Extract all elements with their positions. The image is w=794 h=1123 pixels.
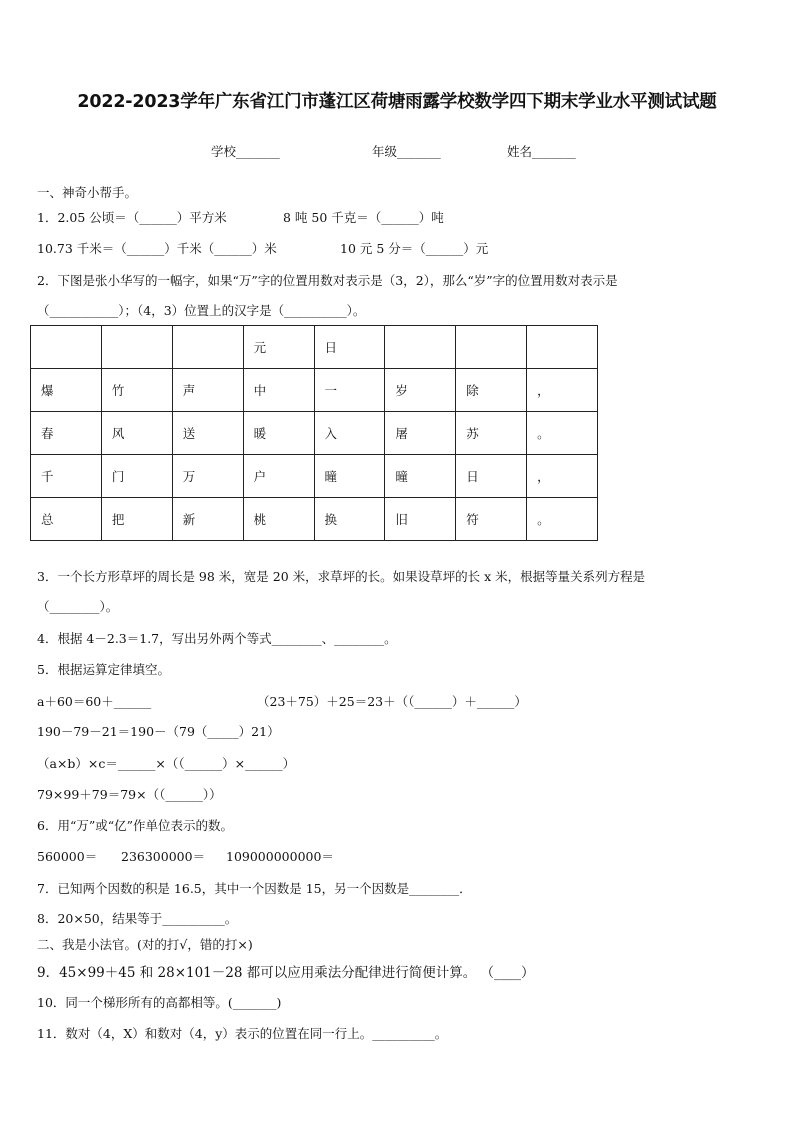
grid-row xyxy=(31,412,598,455)
q5-part-c: 190－79－21＝190－（79（_____）21） xyxy=(37,724,280,739)
grid-row xyxy=(31,498,598,541)
school-field: 学校_______ xyxy=(211,144,280,159)
q8-text: 8．20×50，结果等于__________。 xyxy=(37,911,238,926)
grade-field: 年级_______ xyxy=(372,144,441,159)
grid-cell: 除 xyxy=(456,369,527,412)
grid-cell xyxy=(101,326,172,369)
q10-text: 10．同一个梯形所有的高都相等。(_______) xyxy=(37,995,282,1010)
grid-cell: 户 xyxy=(243,455,314,498)
grid-cell: 元 xyxy=(243,326,314,369)
q5-part-b: （23＋75）＋25＝23＋（（______）＋______） xyxy=(257,694,527,709)
grid-cell: 岁 xyxy=(385,369,456,412)
grid-cell: ， xyxy=(527,369,598,412)
grid-cell: 苏 xyxy=(456,412,527,455)
grid-cell: 中 xyxy=(243,369,314,412)
page-title: 2022-2023学年广东省江门市蓬江区荷塘雨露学校数学四下期末学业水平测试试题 xyxy=(77,92,717,112)
q4-text: 4．根据 4－2.3＝1.7，写出另外两个等式________、________。 xyxy=(37,631,397,646)
section2-heading: 二、我是小法官。(对的打√，错的打×) xyxy=(37,937,253,952)
grid-cell xyxy=(456,326,527,369)
grid-cell: 符 xyxy=(456,498,527,541)
grid-cell xyxy=(31,326,102,369)
q6-heading: 6．用“万”或“亿”作单位表示的数。 xyxy=(37,818,234,833)
q11-text: 11．数对（4，X）和数对（4，y）表示的位置在同一行上。__________。 xyxy=(37,1026,448,1041)
grid-cell xyxy=(385,326,456,369)
grid-cell: 风 xyxy=(101,412,172,455)
grid-cell: 送 xyxy=(172,412,243,455)
grid-cell: 一 xyxy=(314,369,385,412)
section1-heading: 一、神奇小帮手。 xyxy=(37,185,138,200)
grid-cell: 爆 xyxy=(31,369,102,412)
grid-cell: 日 xyxy=(456,455,527,498)
q2-line1: 2．下图是张小华写的一幅字，如果“万”字的位置用数对表示是（3，2），那么“岁”字的位置用数对表示是 xyxy=(37,273,618,288)
grid-cell xyxy=(172,326,243,369)
grid-cell: 桃 xyxy=(243,498,314,541)
q1-part-c: 10.73 千米＝（______）千米（______）米 xyxy=(37,241,277,256)
grid-row xyxy=(31,369,598,412)
q5-part-d: （a×b）×c＝______×（（______）×______） xyxy=(37,756,296,771)
grid-cell: 竹 xyxy=(101,369,172,412)
grid-cell: 换 xyxy=(314,498,385,541)
grid-cell: 新 xyxy=(172,498,243,541)
grid-cell: 暖 xyxy=(243,412,314,455)
grid-cell: 曈 xyxy=(385,455,456,498)
q3-line1: 3．一个长方形草坪的周长是 98 米，宽是 20 米，求草坪的长。如果设草坪的长 x 米，根据等量关系列方程是 xyxy=(37,569,646,584)
grid-cell xyxy=(527,326,598,369)
q5-part-e: 79×99＋79＝79×（（______）） xyxy=(37,787,222,802)
q6-part-c: 109000000000＝ xyxy=(226,849,334,864)
grid-cell: 把 xyxy=(101,498,172,541)
grid-cell: 声 xyxy=(172,369,243,412)
grid-cell: 屠 xyxy=(385,412,456,455)
q1-part-d: 10 元 5 分＝（______）元 xyxy=(340,241,489,256)
q5-heading: 5．根据运算定律填空。 xyxy=(37,662,170,677)
character-grid xyxy=(30,325,598,541)
q1-part-a: 1．2.05 公顷＝（______）平方米 xyxy=(37,210,227,225)
grid-cell: 。 xyxy=(527,498,598,541)
q1-part-b: 8 吨 50 千克＝（______）吨 xyxy=(283,210,444,225)
grid-cell: 。 xyxy=(527,412,598,455)
q2-line2: （___________）；（4，3）位置上的汉字是（__________）。 xyxy=(37,303,366,318)
grid-row xyxy=(31,455,598,498)
grid-cell: 入 xyxy=(314,412,385,455)
grid-row xyxy=(31,326,598,369)
grid-cell: 门 xyxy=(101,455,172,498)
q3-line2: （________）。 xyxy=(37,599,119,614)
q6-part-a: 560000＝ xyxy=(37,849,98,864)
grid-cell: 曈 xyxy=(314,455,385,498)
grid-cell: 千 xyxy=(31,455,102,498)
grid-cell: 春 xyxy=(31,412,102,455)
q6-part-b: 236300000＝ xyxy=(121,849,206,864)
name-field: 姓名_______ xyxy=(507,144,576,159)
q7-text: 7．已知两个因数的积是 16.5，其中一个因数是 15，另一个因数是________． xyxy=(37,881,472,896)
grid-cell: 旧 xyxy=(385,498,456,541)
grid-cell: 日 xyxy=(314,326,385,369)
grid-cell: 万 xyxy=(172,455,243,498)
q5-part-a: a＋60＝60＋______ xyxy=(37,694,152,709)
grid-cell: 总 xyxy=(31,498,102,541)
grid-cell: ， xyxy=(527,455,598,498)
q9-text: 9．45×99＋45 和 28×101－28 都可以应用乘法分配律进行简便计算。 （____） xyxy=(37,965,535,981)
